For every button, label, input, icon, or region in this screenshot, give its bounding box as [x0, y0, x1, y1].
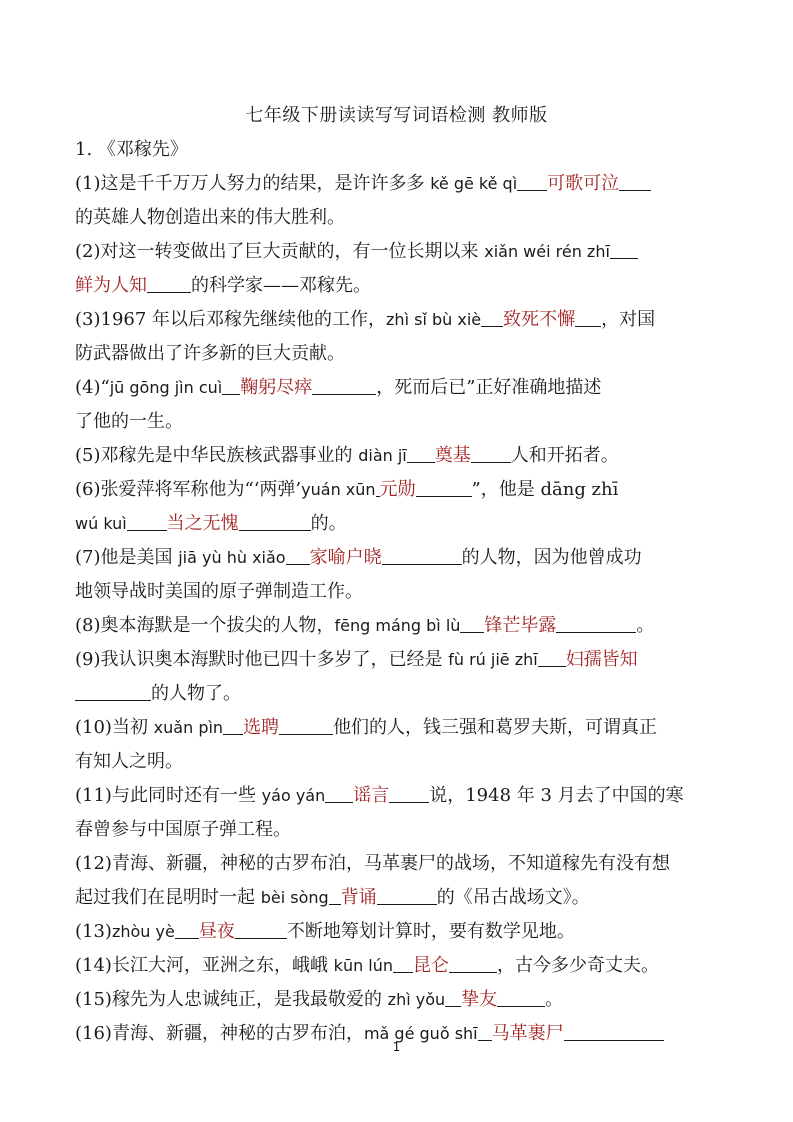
question-5: (5)邓稼先是中华民族核武器事业的 diàn jī 奠基 人和开拓者。 — [75, 445, 619, 466]
question-3: (3)1967 年以后邓稼先继续他的工作，zhì sǐ bù xiè 致死不懈 ，对国 — [75, 309, 656, 330]
question-2: (2)对这一转变做出了巨大贡献的，有一位长期以来 xiǎn wéi rén zhī — [75, 239, 725, 265]
question-11: (11)与此同时还有一些 yáo yán 谣言 说，1948 年 3 月去了中国的寒 — [75, 785, 684, 806]
question-9-cont: 的人物了。 — [75, 681, 725, 707]
question-15: (15)稼先为人忠诚纯正，是我最敬爱的 zhì yǒu 挚友 。 — [75, 989, 564, 1010]
question-7: (7)他是美国 jiā yù hù xiǎo 家喻户晓 的人物，因为他曾成功 — [75, 547, 642, 568]
question-8: (8)奥本海默是一个拔尖的人物，fēng máng bì lù 锋芒毕露 。 — [75, 615, 655, 636]
question-11-cont: 春曾参与中国原子弹工程。 — [75, 819, 291, 840]
answer-6a: 元勋 — [379, 479, 416, 500]
answer-5: 奠基 — [434, 445, 471, 466]
question-6: (6)张爱萍将军称他为“‘两弹’yuán xūn 元勋 ”，他是 dāng zhī — [75, 479, 619, 500]
answer-16: 马革裹尸 — [491, 1023, 564, 1044]
question-1-cont: 的英雄人物创造出来的伟大胜利。 — [75, 207, 345, 228]
question-3-cont: 防武器做出了许多新的巨大贡献。 — [75, 343, 345, 364]
question-14: (14)长江大河，亚洲之东，峨峨 kūn lún 昆仑 ，古今多少奇丈夫。 — [75, 955, 660, 976]
question-16: (16)青海、新疆，神秘的古罗布泊，mǎ gé guǒ shī 马革裹尸 — [75, 1021, 725, 1047]
question-9: (9)我认识奥本海默时他已四十多岁了，已经是 fù rú jiē zhī 妇孺皆知 — [75, 649, 638, 670]
page-title: 七年级下册读读写写词语检测 教师版 — [245, 105, 548, 126]
answer-9: 妇孺皆知 — [565, 649, 638, 670]
question-12: (12)青海、新疆，神秘的古罗布泊，马革裹尸的战场，不知道稼先有没有想 — [75, 853, 670, 874]
question-10: (10)当初 xuǎn pìn 选聘 他们的人，钱三强和葛罗夫斯，可谓真正 — [75, 717, 658, 738]
answer-14: 昆仑 — [413, 955, 450, 976]
question-4: (4)“jū gōng jìn cuì 鞠躬尽瘁 ，死而后已”正好准确地描述 — [75, 377, 602, 398]
answer-2: 鲜为人知 — [75, 275, 147, 296]
answer-13: 昼夜 — [198, 921, 235, 942]
answer-7: 家喻户晓 — [309, 547, 382, 568]
question-4-cont: 了他的一生。 — [75, 411, 183, 432]
question-13: (13)zhòu yè 昼夜 不断地筹划计算时，要有数学见地。 — [75, 921, 575, 942]
question-1: (1)这是千千万万人努力的结果，是许许多多 kě gē kě qì 可歌可泣 — [75, 171, 725, 197]
question-2-cont: 鲜为人知 的科学家——邓稼先。 — [75, 275, 371, 296]
answer-15: 挚友 — [461, 989, 498, 1010]
answer-6b: 当之无愧 — [166, 513, 239, 534]
answer-1: 可歌可泣 — [547, 173, 620, 194]
page-number: 1 — [392, 1040, 401, 1054]
answer-11: 谣言 — [353, 785, 390, 806]
question-7-cont: 地领导战时美国的原子弹制造工作。 — [75, 581, 363, 602]
answer-4: 鞠躬尽瘁 — [240, 377, 313, 398]
question-12-cont: 起过我们在昆明时一起 bèi sòng 背诵 的《吊古战场文》。 — [75, 887, 590, 908]
answer-10: 选聘 — [243, 717, 280, 738]
answer-8: 锋芒毕露 — [484, 615, 557, 636]
question-6-cont: wú kuì 当之无愧 的。 — [75, 513, 347, 534]
answer-3: 致死不懈 — [503, 309, 576, 330]
question-10-cont: 有知人之明。 — [75, 751, 183, 772]
section-heading: 1. 《邓稼先》 — [75, 139, 188, 160]
answer-12: 背诵 — [340, 887, 377, 908]
